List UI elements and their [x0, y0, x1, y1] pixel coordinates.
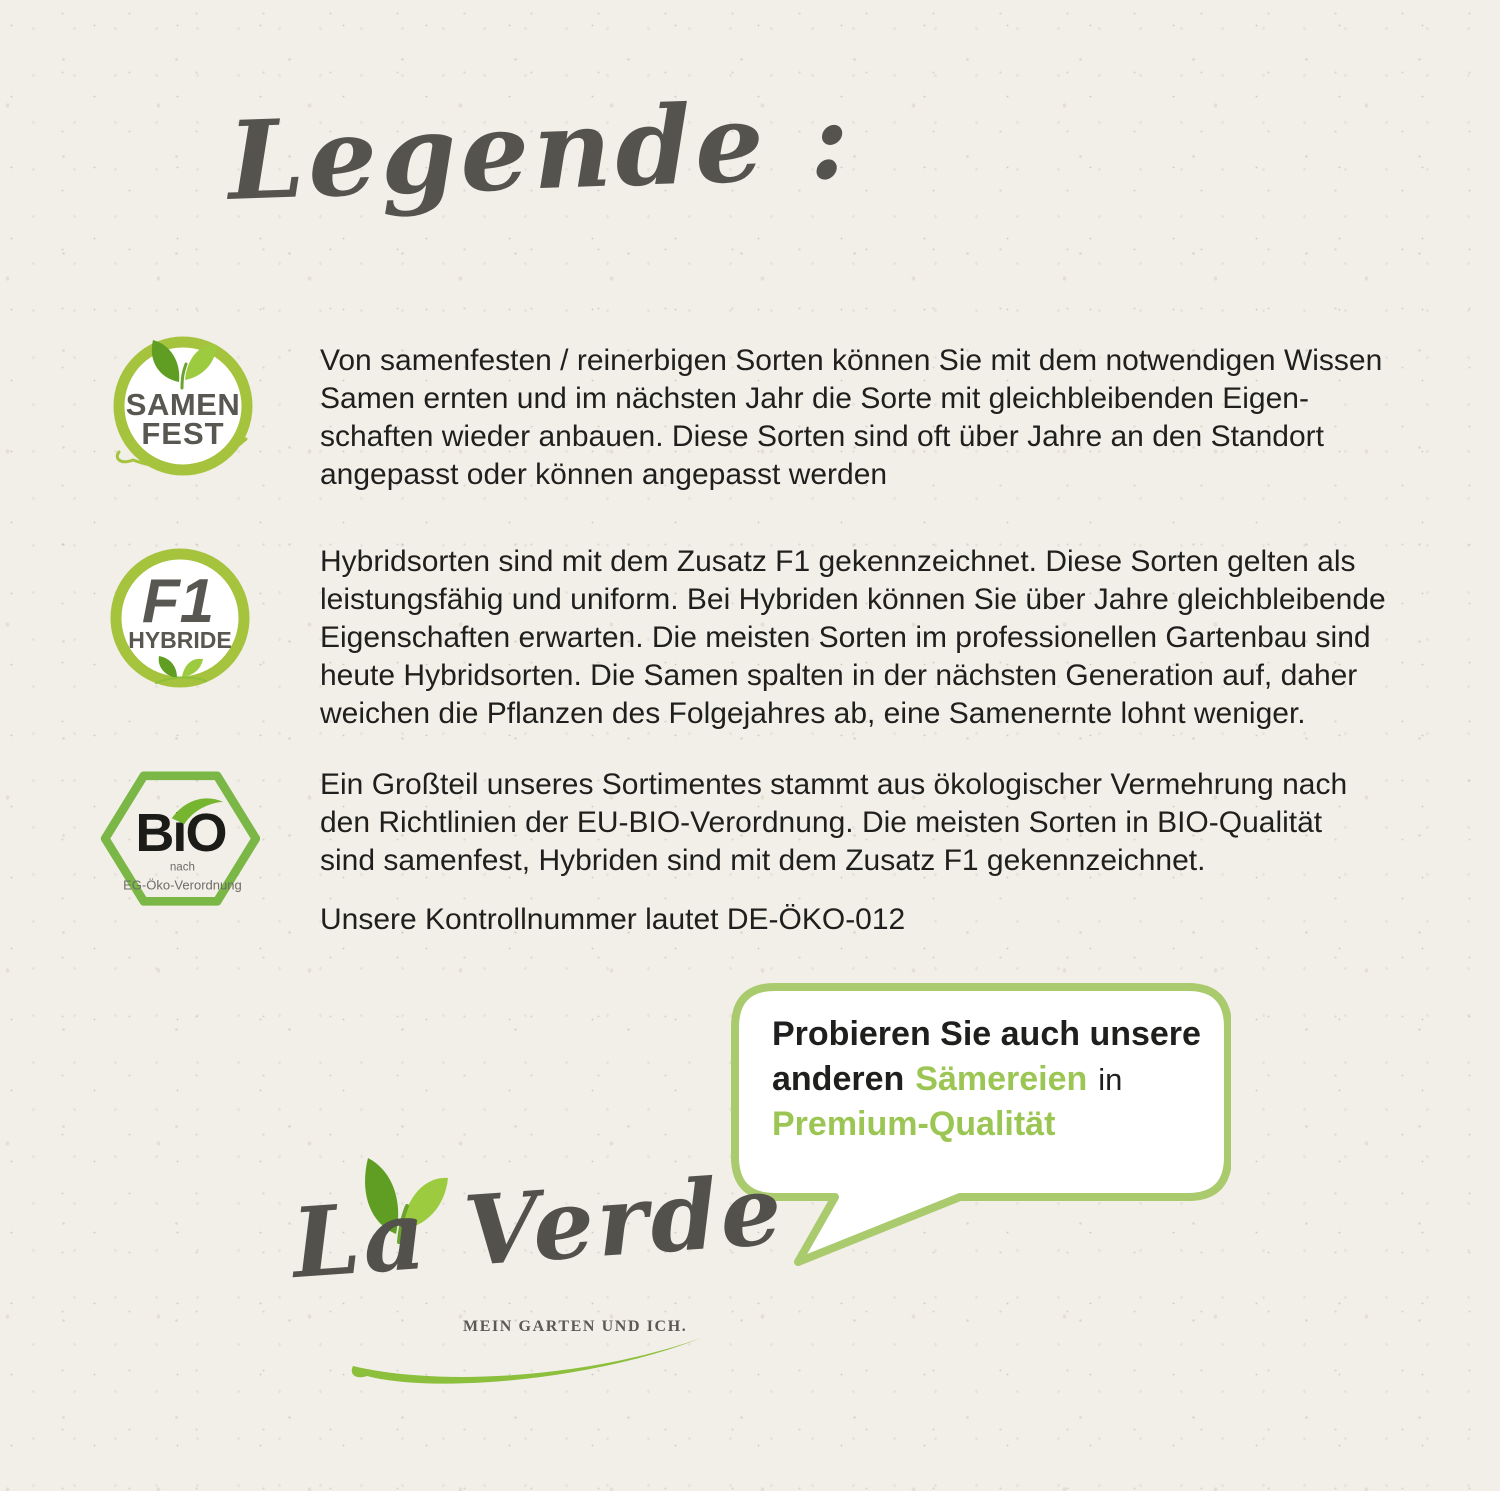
- speech-bubble-text: [772, 1012, 1202, 1147]
- control-number-line: Unsere Kontrollnummer lautet DE-ÖKO-012: [320, 903, 906, 936]
- bubble-line-2: [772, 1057, 1202, 1102]
- text-line: leistungsfähig und uniform. Bei Hybriden können Sie über Jahre gleichbleibende: [320, 583, 1386, 616]
- text-line: sind samenfest, Hybriden sind mit dem Zusatz F1 gekennzeichnet.: [320, 844, 1206, 877]
- samenfest-badge: [103, 326, 263, 486]
- text-line: den Richtlinien der EU-BIO-Verordnung. Die meisten Sorten in BIO-Qualität: [320, 806, 1323, 839]
- bio-sub-1: nach: [169, 861, 195, 874]
- hybride-word: HYBRIDE: [128, 627, 232, 653]
- text-line: angepasst oder können angepasst werden: [320, 458, 888, 491]
- text-line: Samen ernten und im nächsten Jahr die Sorte mit gleichbleibenden Eigen-: [320, 382, 1309, 415]
- text-line: schaften wieder anbauen. Diese Sorten sind oft über Jahre an den Standort: [320, 420, 1324, 453]
- text-line: Eigenschaften erwarten. Die meisten Sorten im professionellen Gartenbau sind: [320, 621, 1371, 654]
- text-line: Hybridsorten sind mit dem Zusatz F1 gekennzeichnet. Diese Sorten gelten als: [320, 545, 1356, 578]
- bubble-line2-black: anderen: [772, 1060, 905, 1098]
- page-title: Legende :: [225, 77, 856, 225]
- logo-swoosh-icon: [345, 1324, 705, 1384]
- text-line: Von samenfesten / reinerbigen Sorten können Sie mit dem notwendigen Wissen: [320, 344, 1383, 377]
- samenfest-description: [320, 342, 1382, 494]
- f1-word: F1: [141, 567, 215, 636]
- bubble-line-3: Premium-Qualität: [772, 1105, 1056, 1143]
- samenfest-word-2: FEST: [141, 416, 225, 451]
- bubble-line-1: Probieren Sie auch unsere: [772, 1015, 1201, 1053]
- text-line: heute Hybridsorten. Die Samen spalten in der nächsten Generation auf, daher: [320, 659, 1358, 692]
- logo-tagline: MEIN GARTEN UND ICH.: [463, 1318, 688, 1335]
- la-verde-logo-wordmark: La Verde: [288, 1152, 788, 1301]
- f1-hybride-badge: [100, 538, 260, 698]
- bubble-line2-green: Sämereien: [915, 1060, 1088, 1098]
- bio-sub-2: EG-Öko-Verordnung: [123, 877, 242, 893]
- bio-word: BiO: [135, 803, 226, 864]
- hybride-description: [320, 543, 1386, 733]
- bio-hexagon-badge: [100, 770, 260, 910]
- samenfest-word-1: SAMEN: [125, 387, 241, 422]
- bio-description: [320, 766, 1347, 880]
- text-line: Ein Großteil unseres Sortimentes stammt aus ökologischer Vermehrung nach: [320, 768, 1348, 801]
- bubble-line2-suffix: in: [1098, 1062, 1123, 1097]
- text-line: weichen die Pflanzen des Folgejahres ab, eine Samenernte lohnt weniger.: [320, 697, 1306, 730]
